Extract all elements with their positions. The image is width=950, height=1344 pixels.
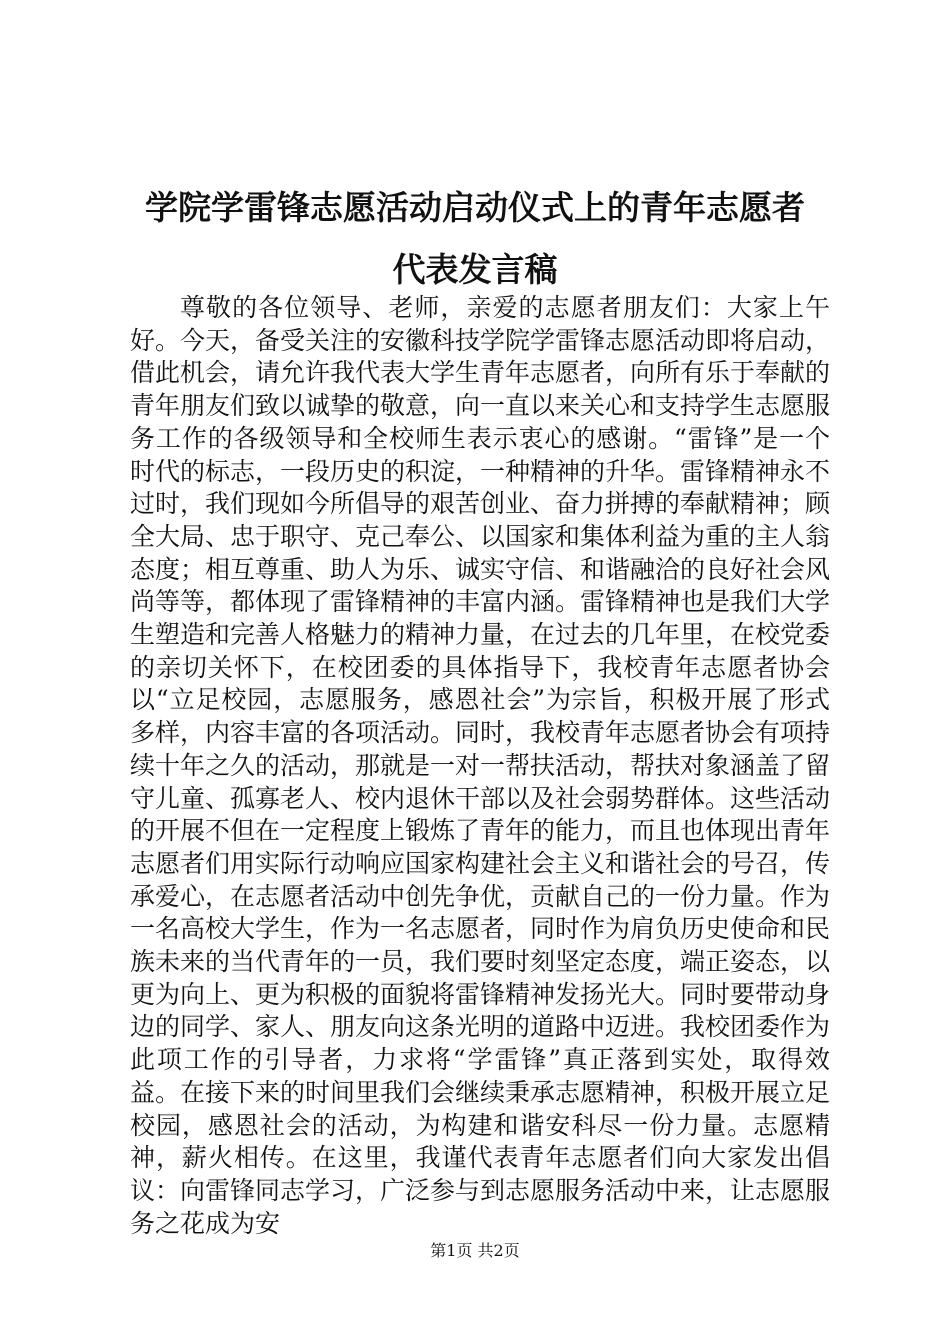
document-body-paragraph: 尊敬的各位领导、老师，亲爱的志愿者朋友们：大家上午好。今天，备受关注的安徽科技学院学雷锋志愿活动即将启动，借此机会，请允许我代表大学生青年志愿者，向所有乐于奉献的青年朋友们致以诚挚的敬意，向一直以来关心和支持学生志愿服务工作的各级领导和全校师生表示衷心的感谢。“雷锋”是一个时代的标志，一段历史的积淀，一种精神的升华。雷锋精神永不过时，我们现如今所倡导的艰苦创业、奋力拼搏的奉献精神；顾全大局、忠于职守、克己奉公、以国家和集体利益为重的主人翁态度；相互尊重、助人为乐、诚实守信、和谐融洽的良好社会风尚等等，都体现了雷锋精神的丰富内涵。雷锋精神也是我们大学生塑造和完善人格魅力的精神力量，在过去的几年里，在校党委的亲切关怀下，在校团委的具体指导下，我校青年志愿者协会以“立足校园，志愿服务，感恩社会”为宗旨，积极开展了形式多样，内容丰富的各项活动。同时，我校青年志愿者协会有项持续十年之久的活动，那就是一对一帮扶活动，帮扶对象涵盖了留守儿童、孤寡老人、校内退休干部以及社会弱势群体。这些活动的开展不但在一定程度上锻炼了青年的能力，而且也体现出青年志愿者们用实际行动响应国家构建社会主义和谐社会的号召，传承爱心，在志愿者活动中创先争优，贡献自己的一份力量。作为一名高校大学生，作为一名志愿者，同时作为肩负历史使命和民族未来的当代青年的一员，我们要时刻坚定态度，端正姿态，以更为向上、更为积极的面貌将雷锋精神发扬光大。同时要带动身边的同学、家人、朋友向这条光明的道路中迈进。我校团委作为此项工作的引导者，力求将“学雷锋”真正落到实处，取得效益。在接下来的时间里我们会继续秉承志愿精神，积极开展立足校园，感恩社会的活动，为构建和谐安科尽一份力量。志愿精神，薪火相传。在这里，我谨代表青年志愿者们向大家发出倡议：向雷锋同志学习，广泛参与到志愿服务活动中来，让志愿服务之花成为安 bbox=[130, 293, 831, 1238]
document-title-line-2: 代表发言稿 bbox=[392, 250, 558, 289]
document-title-line-1: 学院学雷锋志愿活动启动仪式上的青年志愿者 bbox=[145, 188, 805, 227]
page-footer-indicator: 第1页 共2页 bbox=[430, 1241, 520, 1260]
